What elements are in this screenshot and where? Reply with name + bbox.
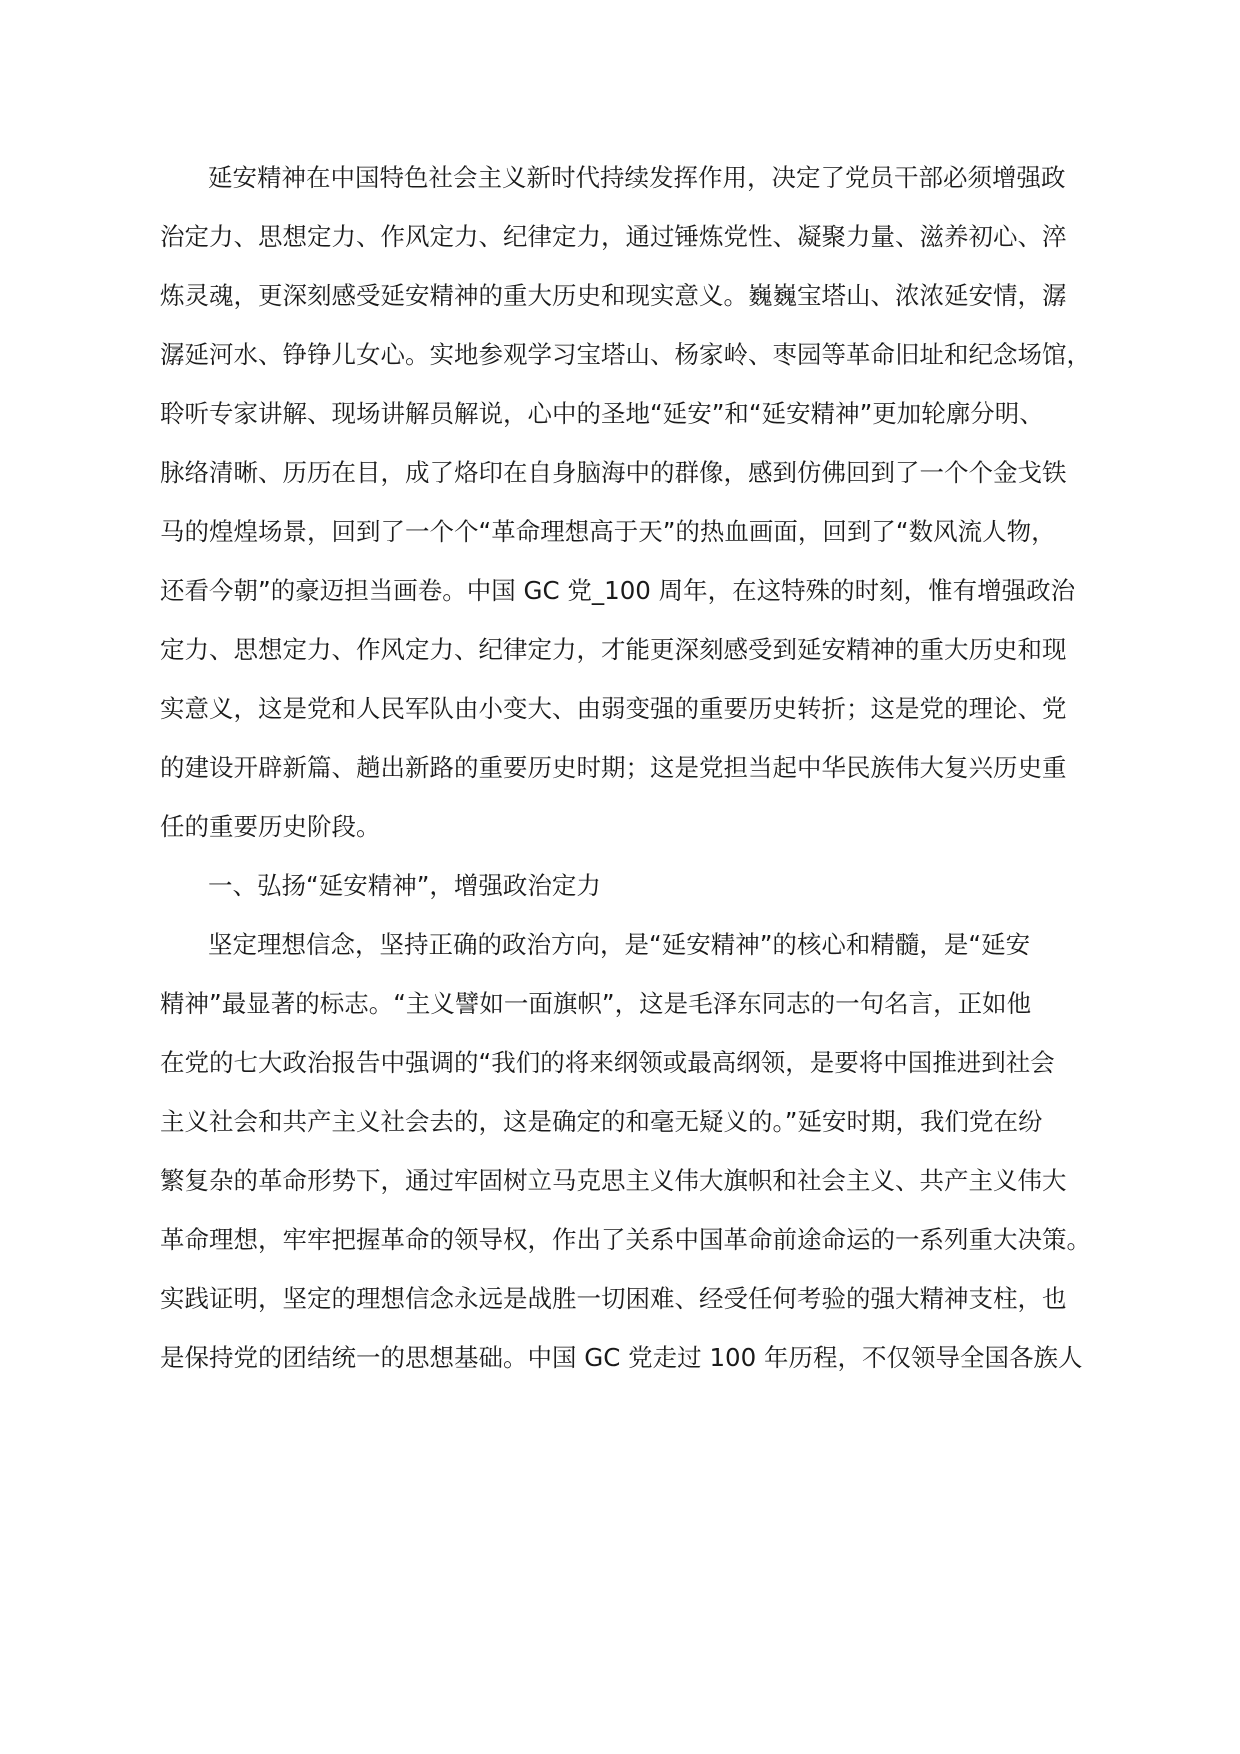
- paragraph-1-line-6: 脉络清晰、历历在目，成了烙印在自身脑海中的群像，感到仿佛回到了一个个金戈铁: [160, 458, 1067, 487]
- paragraph-2-line-8: 是保持党的团结统一的思想基础。中国 GC 党走过 100 年历程，不仅领导全国各族人: [160, 1343, 1083, 1372]
- paragraph-2-line-4: 主义社会和共产主义社会去的，这是确定的和毫无疑义的。”延安时期，我们党在纷: [160, 1107, 1043, 1136]
- paragraph-2-line-5: 繁复杂的革命形势下，通过牢固树立马克思主义伟大旗帜和社会主义、共产主义伟大: [160, 1166, 1067, 1195]
- paragraph-2-line-2: 精神”最显著的标志。“主义譬如一面旗帜”，这是毛泽东同志的一句名言，正如他: [160, 989, 1032, 1018]
- paragraph-1-line-3: 炼灵魂，更深刻感受延安精神的重大历史和现实意义。巍巍宝塔山、浓浓延安情，潺: [160, 281, 1067, 310]
- paragraph-1-line-11: 的建设开辟新篇、趟出新路的重要历史时期；这是党担当起中华民族伟大复兴历史重: [160, 753, 1067, 782]
- paragraph-1-line-1: 延安精神在中国特色社会主义新时代持续发挥作用，决定了党员干部必须增强政: [208, 163, 1066, 192]
- paragraph-1-line-5: 聆听专家讲解、现场讲解员解说，心中的圣地“延安”和“延安精神”更加轮廓分明、: [160, 399, 1044, 428]
- paragraph-1-line-10: 实意义，这是党和人民军队由小变大、由弱变强的重要历史转折；这是党的理论、党: [160, 694, 1067, 723]
- section-heading: 一、弘扬“延安精神”，增强政治定力: [208, 871, 601, 900]
- paragraph-1-line-7: 马的煌煌场景，回到了一个个“革命理想高于天”的热血画面，回到了“数风流人物，: [160, 517, 1056, 546]
- paragraph-1-line-12: 任的重要历史阶段。: [160, 812, 381, 841]
- paragraph-1-line-8: 还看今朝”的豪迈担当画卷。中国 GC 党_100 周年，在这特殊的时刻，惟有增强政治: [160, 576, 1076, 605]
- paragraph-1-line-2: 治定力、思想定力、作风定力、纪律定力，通过锤炼党性、凝聚力量、滋养初心、淬: [160, 222, 1067, 251]
- paragraph-2-line-7: 实践证明，坚定的理想信念永远是战胜一切困难、经受任何考验的强大精神支柱，也: [160, 1284, 1067, 1313]
- paragraph-1-line-9: 定力、思想定力、作风定力、纪律定力，才能更深刻感受到延安精神的重大历史和现: [160, 635, 1067, 664]
- paragraph-2-line-3: 在党的七大政治报告中强调的“我们的将来纲领或最高纲领，是要将中国推进到社会: [160, 1048, 1055, 1077]
- paragraph-2-line-6: 革命理想，牢牢把握革命的领导权，作出了关系中国革命前途命运的一系列重大决策。: [160, 1225, 1091, 1254]
- paragraph-1-line-4: 潺延河水、铮铮儿女心。实地参观学习宝塔山、杨家岭、枣园等革命旧址和纪念场馆，: [160, 340, 1091, 369]
- paragraph-2-line-1: 坚定理想信念，坚持正确的政治方向，是“延安精神”的核心和精髓，是“延安: [208, 930, 1031, 959]
